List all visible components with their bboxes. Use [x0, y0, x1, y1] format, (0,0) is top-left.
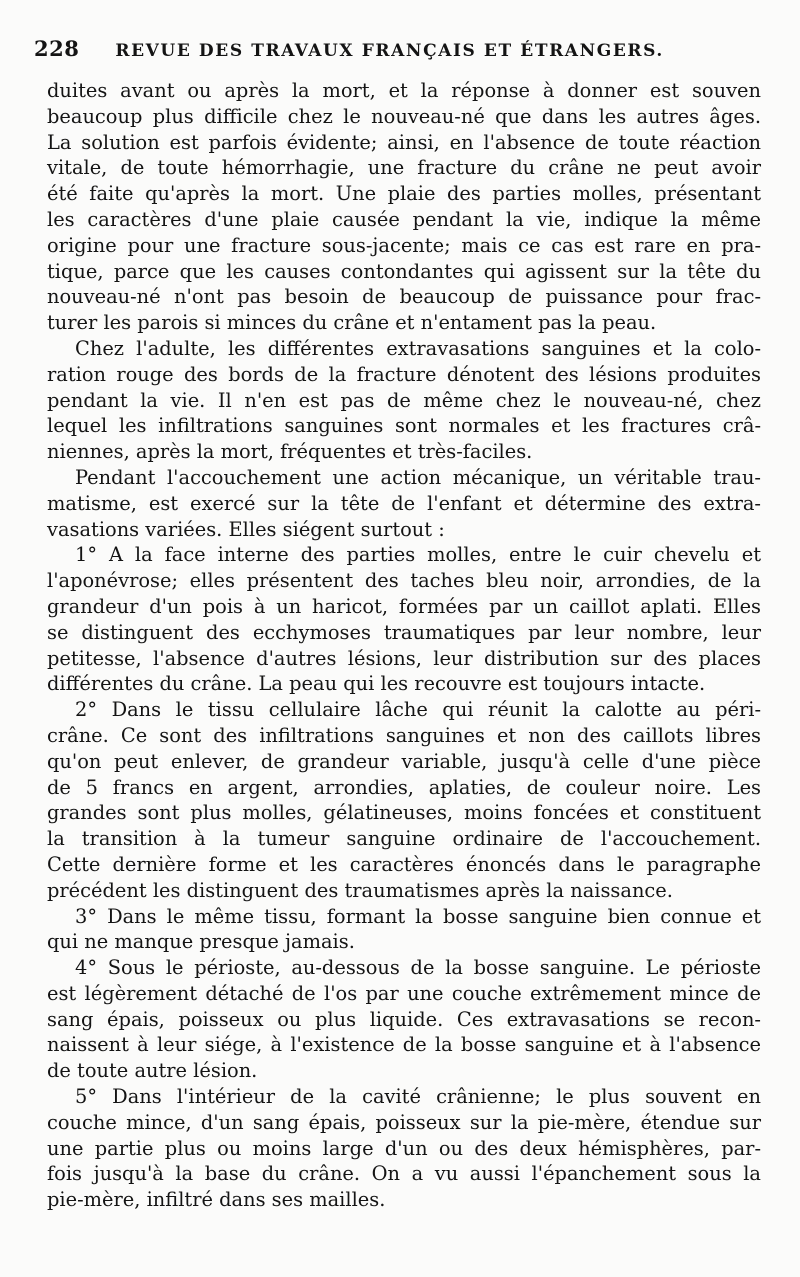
text-line: vasations variées. Elles siégent surtout : — [47, 517, 445, 541]
text-line: grandeur d'un pois à un haricot, formées par un caillot aplati. Elles — [47, 594, 761, 618]
text-line: la transition à la tumeur sanguine ordinaire de l'accouchement. — [47, 827, 761, 851]
text-line: l'aponévrose; elles présentent des taches bleu noir, arrondies, de la — [47, 569, 761, 593]
text-line: matisme, est exercé sur la tête de l'enfant et détermine des extra- — [47, 491, 761, 515]
text-line: précédent les distinguent des traumatismes après la naissance. — [47, 878, 673, 902]
text-line: est légèrement détaché de l'os par une couche extrêmement mince de — [47, 981, 761, 1005]
text-line: fois jusqu'à la base du crâne. On a vu aussi l'épanchement sous la — [47, 1162, 761, 1186]
text-line: 3° Dans le même tissu, formant la bosse sanguine bien connue et — [75, 904, 761, 928]
text-line: origine pour une fracture sous-jacente; mais ce cas est rare en pra- — [47, 233, 761, 257]
running-head — [34, 36, 764, 66]
text-line: différentes du crâne. La peau qui les recouvre est toujours intacte. — [47, 672, 706, 696]
text-line: 4° Sous le périoste, au-dessous de la bosse sanguine. Le périoste — [75, 956, 761, 980]
page-number: 228 — [34, 36, 80, 61]
text-line: 5° Dans l'intérieur de la cavité crânienne; le plus souvent en — [75, 1085, 761, 1109]
text-line: duites avant ou après la mort, et la réponse à donner est souven — [47, 79, 761, 102]
text-line: petitesse, l'absence d'autres lésions, leur distribution sur des places — [47, 646, 761, 670]
text-line: couche mince, d'un sang épais, poisseux sur la pie-mère, étendue sur — [47, 1110, 761, 1134]
text-line: 1° A la face interne des parties molles, entre le cuir chevelu et — [75, 543, 761, 567]
text-line: tique, parce que les causes contondantes qui agissent sur la tête du — [47, 259, 761, 283]
text-line: de toute autre lésion. — [47, 1059, 258, 1083]
text-line: La solution est parfois évidente; ainsi, en l'absence de toute réaction — [47, 130, 761, 154]
text-line: lequel les infiltrations sanguines sont normales et les fractures crâ- — [47, 414, 761, 438]
text-line: grandes sont plus molles, gélatineuses, moins foncées et constituent — [47, 801, 761, 825]
text-line: qu'on peut enlever, de grandeur variable, jusqu'à celle d'une pièce — [47, 749, 761, 773]
text-line: de 5 francs en argent, arrondies, aplaties, de couleur noire. Les — [47, 775, 761, 799]
text-line: beaucoup plus difficile chez le nouveau-né que dans les autres âges. — [47, 104, 761, 128]
text-line: vitale, de toute hémorrhagie, une fracture du crâne ne peut avoir — [47, 156, 761, 180]
text-line: sang épais, poisseux ou plus liquide. Ces extravasations se recon- — [47, 1007, 761, 1031]
text-line: naissent à leur siége, à l'existence de la bosse sanguine et à l'absence — [47, 1033, 761, 1057]
text-line: turer les parois si minces du crâne et n'entament pas la peau. — [47, 311, 657, 335]
text-line: ration rouge des bords de la fracture dénotent des lésions produites — [47, 362, 761, 386]
journal-title: REVUE DES TRAVAUX FRANÇAIS ET ÉTRANGERS. — [115, 41, 664, 61]
text-line: 2° Dans le tissu cellulaire lâche qui réunit la calotte au péri- — [75, 698, 761, 722]
text-line: Chez l'adulte, les différentes extravasations sanguines et la colo- — [75, 336, 761, 360]
text-line: niennes, après la mort, fréquentes et très-faciles. — [47, 440, 533, 464]
text-line: pendant la vie. Il n'en est pas de même chez le nouveau-né, chez — [47, 388, 761, 412]
text-line: une partie plus ou moins large d'un ou des deux hémisphères, par- — [47, 1136, 761, 1160]
text-line: les caractères d'une plaie causée pendant la vie, indique la même — [47, 207, 761, 231]
text-line: nouveau-né n'ont pas besoin de beaucoup de puissance pour frac- — [47, 285, 761, 309]
text-line: se distinguent des ecchymoses traumatiques par leur nombre, leur — [47, 620, 761, 644]
text-line: Cette dernière forme et les caractères énoncés dans le paragraphe — [47, 852, 761, 876]
text-line: pie-mère, infiltré dans ses mailles. — [47, 1188, 386, 1212]
text-line: crâne. Ce sont des infiltrations sanguines et non des caillots libres — [47, 723, 761, 747]
body-text — [47, 78, 761, 1213]
text-line: été faite qu'après la mort. Une plaie des parties molles, présentant — [47, 182, 761, 206]
text-line: Pendant l'accouchement une action mécanique, un véritable trau- — [75, 465, 761, 489]
text-line: qui ne manque presque jamais. — [47, 930, 355, 954]
